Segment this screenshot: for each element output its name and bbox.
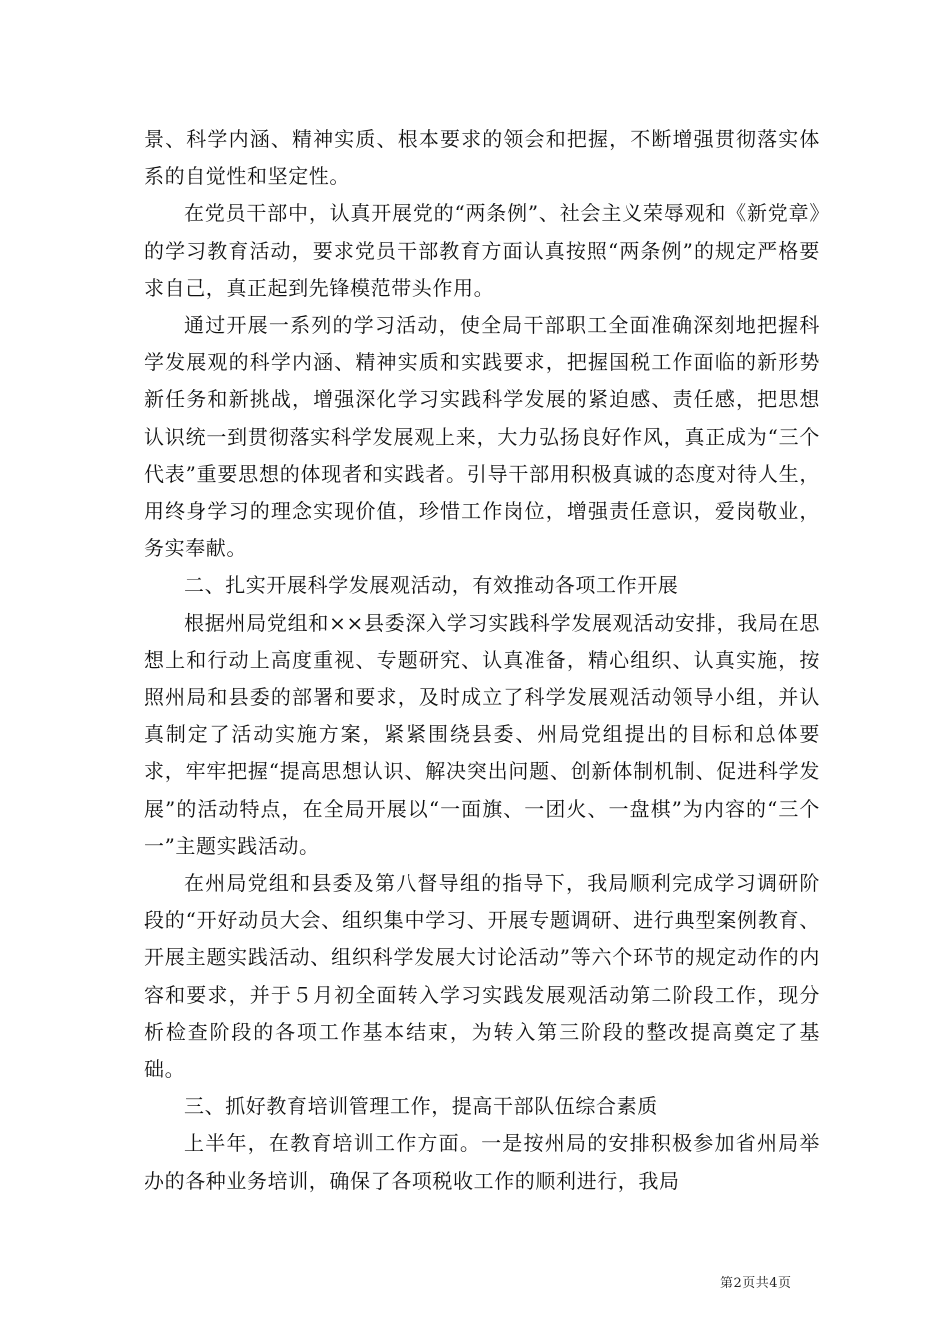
page-number-footer: 第2页共4页 [720,1276,792,1291]
paragraph-training: 上半年，在教育培训工作方面。一是按州局的安排积极参加省州局举办的各种业务培训，确保了各项税收工作的顺利进行，我局 [144,1131,820,1193]
document-body [144,121,820,1200]
section-heading-2: 二、扎实开展科学发展观活动，有效推动各项工作开展 [184,573,679,598]
paragraph-study-activities: 通过开展一系列的学习活动，使全局干部职工全面准确深刻地把握科学发展观的科学内涵、精神实质和实践要求，把握国税工作面临的新形势新任务和新挑战，增强深化学习实践科学发展的紧迫感、责任感，把思想认识统一到贯彻落实科学发展观上来，大力弘扬良好作风，真正成为“三个代表”重要思想的体现者和实践者。引导干部用积极真诚的态度对待人生，用终身学习的理念实现价值，珍惜工作岗位，增强责任意识，爱岗敬业，务实奉献。 [144,313,820,561]
paragraph-guidance-stage: 在州局党组和县委及第八督导组的指导下，我局顺利完成学习调研阶段的“开好动员大会、组织集中学习、开展专题调研、进行典型案例教育、开展主题实践活动、组织科学发展大讨论活动”等六个环节的规定动作的内容和要求，并于５月初全面转入学习实践发展观活动第二阶段工作，现分析检查阶段的各项工作基本结束，为转入第三阶段的整改提高奠定了基础。 [144,871,820,1082]
paragraph-activity-arrangement: 根据州局党组和××县委深入学习实践科学发展观活动安排，我局在思想上和行动上高度重视、专题研究、认真准备，精心组织、认真实施，按照州局和县委的部署和要求，及时成立了科学发展观活动领导小组，并认真制定了活动实施方案，紧紧围绕县委、州局党组提出的目标和总体要求，牢牢把握“提高思想认识、解决突出问题、创新体制机制、促进科学发展”的活动特点，在全局开展以“一面旗、一团火、一盘棋”为内容的“三个一”主题实践活动。 [144,610,820,858]
section-heading-3: 三、抓好教育培训管理工作，提高干部队伍综合素质 [184,1094,658,1119]
paragraph-party-regulations: 在党员干部中，认真开展党的“两条例”、社会主义荣辱观和《新党章》的学习教育活动，要求党员干部教育方面认真按照“两条例”的规定严格要求自己，真正起到先锋模范带头作用。 [144,201,820,300]
paragraph-continued: 景、科学内涵、精神实质、根本要求的领会和把握，不断增强贯彻落实体系的自觉性和坚定性。 [144,127,820,189]
